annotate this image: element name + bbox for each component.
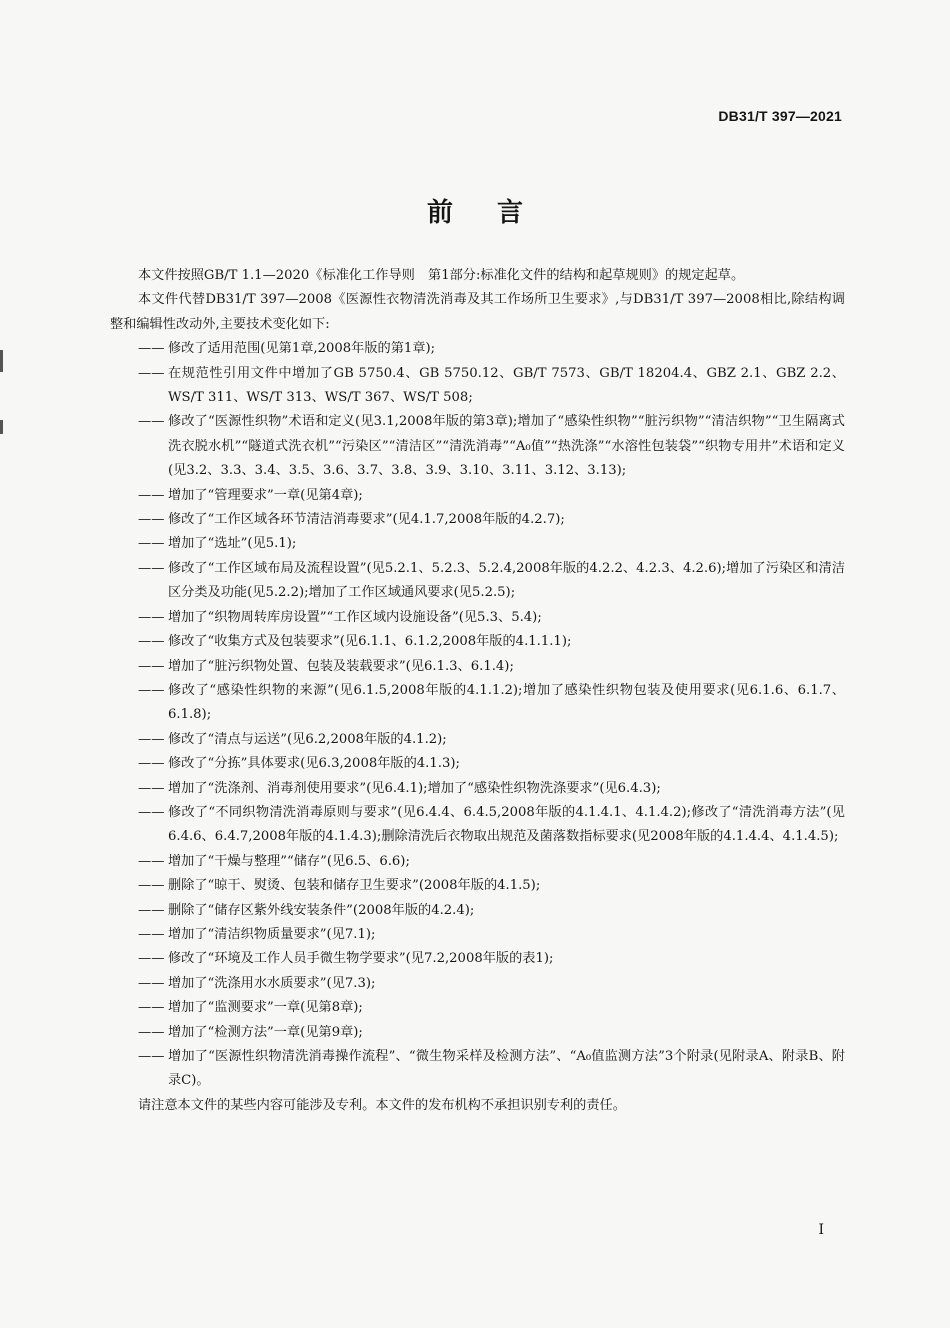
dash-marker: ——	[138, 1049, 165, 1064]
change-item	[110, 874, 845, 898]
change-item-text: 修改了“收集方式及包装要求”(见6.1.1、6.1.2,2008年版的4.1.1.1);	[168, 634, 572, 650]
dash-marker: ——	[138, 512, 165, 528]
dash-marker: ——	[138, 414, 165, 430]
change-item-text: 增加了“清洁织物质量要求”(见7.1);	[168, 926, 376, 942]
change-item-text: 修改了“感染性织物的来源”(见6.1.5,2008年版的4.1.1.2);增加了感染性织物包装及使用要求(见6.1.6、6.1.7、6.1.8);	[168, 682, 845, 723]
change-item	[110, 996, 845, 1020]
change-item-text: 修改了“清点与运送”(见6.2,2008年版的4.1.2);	[168, 731, 447, 747]
change-item	[110, 484, 845, 508]
change-item	[110, 752, 845, 776]
change-item-text: 修改了“医源性织物”术语和定义(见3.1,2008年版的第3章);增加了“感染性织物”“脏污织物”“清洁织物”“卫生隔离式洗衣脱水机”“隧道式洗衣机”“污染区”“清洁区”“清洗消毒”“A₀值”“热洗涤”“水溶性包装袋”“织物专用井”术语和定义(见3.2、3.3、3.4、3.5、3.6、3.7、3.8、3.9、3.10、3.11、3.12、3.13);	[168, 414, 845, 479]
scan-margin-mark	[0, 350, 3, 372]
change-item-text: 增加了“干燥与整理”“储存”(见6.5、6.6);	[168, 853, 410, 869]
change-item	[110, 923, 845, 947]
change-item	[110, 410, 845, 483]
change-item	[110, 362, 845, 411]
change-item-text: 修改了“分拣”具体要求(见6.3,2008年版的4.1.3);	[168, 756, 460, 772]
change-item	[110, 947, 845, 971]
technical-changes-list	[110, 337, 845, 1094]
change-item-text: 修改了“不同织物清洗消毒原则与要求”(见6.4.4、6.4.5,2008年版的4.1.4.1、4.1.4.2);修改了“清洗消毒方法”(见6.4.6、6.4.7,2008年版的4.1.4.3);删除清洗后衣物取出规范及菌落数指标要求(见2008年版的4.1.4.4、4.1.4.5);	[168, 804, 845, 845]
change-item	[110, 557, 845, 606]
document-number: DB31/T 397—2021	[718, 108, 842, 124]
page-number: I	[818, 1222, 824, 1238]
dash-marker: ——	[138, 853, 165, 869]
dash-marker: ——	[138, 536, 165, 552]
dash-marker: ——	[138, 756, 165, 772]
change-item-text: 增加了“脏污织物处置、包装及装载要求”(见6.1.3、6.1.4);	[168, 658, 514, 674]
dash-marker: ——	[138, 634, 165, 650]
dash-marker: ——	[138, 804, 165, 820]
dash-marker: ——	[138, 609, 165, 625]
replacement-paragraph: 本文件代替DB31/T 397—2008《医源性衣物清洗消毒及其工作场所卫生要求》,与DB31/T 397—2008相比,除结构调整和编辑性改动外,主要技术变化如下:	[110, 292, 845, 332]
change-item-text: 增加了“洗涤剂、消毒剂使用要求”(见6.4.1);增加了“感染性织物洗涤要求”(见6.4.3);	[168, 780, 661, 796]
patent-notice: 请注意本文件的某些内容可能涉及专利。本文件的发布机构不承担识别专利的责任。	[138, 1097, 626, 1113]
drafting-basis-paragraph: 本文件按照GB/T 1.1—2020《标准化工作导则 第1部分:标准化文件的结构和起草规则》的规定起草。	[138, 268, 745, 283]
change-item-text: 修改了“环境及工作人员手微生物学要求”(见7.2,2008年版的表1);	[168, 951, 554, 967]
page-title: 前言	[426, 198, 567, 228]
change-item	[110, 850, 845, 874]
change-item-text: 修改了“工作区域布局及流程设置”(见5.2.1、5.2.3、5.2.4,2008年版的4.2.2、4.2.3、4.2.6);增加了污染区和清洁区分类及功能(见5.2.2);增加了工作区域通风要求(见5.2.5);	[168, 560, 845, 601]
change-item	[110, 532, 845, 556]
dash-marker: ——	[138, 1024, 165, 1040]
dash-marker: ——	[138, 878, 165, 894]
change-item-text: 修改了适用范围(见第1章,2008年版的第1章);	[168, 341, 436, 357]
dash-marker: ——	[138, 487, 165, 503]
dash-marker: ——	[138, 365, 165, 381]
change-item-text: 删除了“储存区紫外线安装条件”(2008年版的4.2.4);	[168, 902, 475, 918]
change-item	[110, 337, 845, 361]
change-item	[110, 606, 845, 630]
dash-marker: ——	[138, 926, 165, 942]
dash-marker: ——	[138, 975, 165, 991]
change-item-text: 删除了“晾干、熨烫、包装和储存卫生要求”(2008年版的4.1.5);	[168, 878, 541, 894]
change-item	[110, 655, 845, 679]
change-item	[110, 777, 845, 801]
dash-marker: ——	[138, 951, 165, 967]
dash-marker: ——	[138, 1000, 165, 1016]
change-item-text: 增加了“织物周转库房设置”“工作区域内设施设备”(见5.3、5.4);	[168, 609, 542, 625]
change-item-text: 增加了“洗涤用水水质要求”(见7.3);	[168, 975, 376, 991]
change-item	[110, 728, 845, 752]
change-item	[110, 1021, 845, 1045]
change-item-text: 增加了“选址”(见5.1);	[168, 536, 297, 552]
change-item	[110, 899, 845, 923]
dash-marker: ——	[138, 902, 165, 918]
change-item-text: 增加了“管理要求”一章(见第4章);	[168, 487, 363, 503]
scan-margin-mark	[0, 420, 3, 434]
dash-marker: ——	[138, 780, 165, 796]
dash-marker: ——	[138, 682, 165, 698]
change-item	[110, 679, 845, 728]
change-item-text: 增加了“检测方法”一章(见第9章);	[168, 1024, 363, 1040]
dash-marker: ——	[138, 658, 165, 674]
change-item-text: 修改了“工作区域各环节清洁消毒要求”(见4.1.7,2008年版的4.2.7);	[168, 512, 565, 528]
change-item-text: 增加了“医源性织物清洗消毒操作流程”、“微生物采样及检测方法”、“A₀值监测方法”3个附录(见附录A、附录B、附录C)。	[168, 1049, 845, 1089]
dash-marker: ——	[138, 560, 165, 576]
change-item-text: 增加了“监测要求”一章(见第8章);	[168, 1000, 363, 1016]
document-body	[110, 264, 845, 1118]
change-item-text: 在规范性引用文件中增加了GB 5750.4、GB 5750.12、GB/T 7573、GB/T 18204.4、GBZ 2.1、GBZ 2.2、WS/T 311、WS/T 313、WS/T 367、WS/T 508;	[168, 365, 845, 406]
change-item	[110, 972, 845, 996]
change-item	[110, 508, 845, 532]
change-item	[110, 630, 845, 654]
dash-marker: ——	[138, 341, 165, 357]
change-item	[110, 801, 845, 850]
dash-marker: ——	[138, 731, 165, 747]
change-item	[110, 1045, 845, 1094]
